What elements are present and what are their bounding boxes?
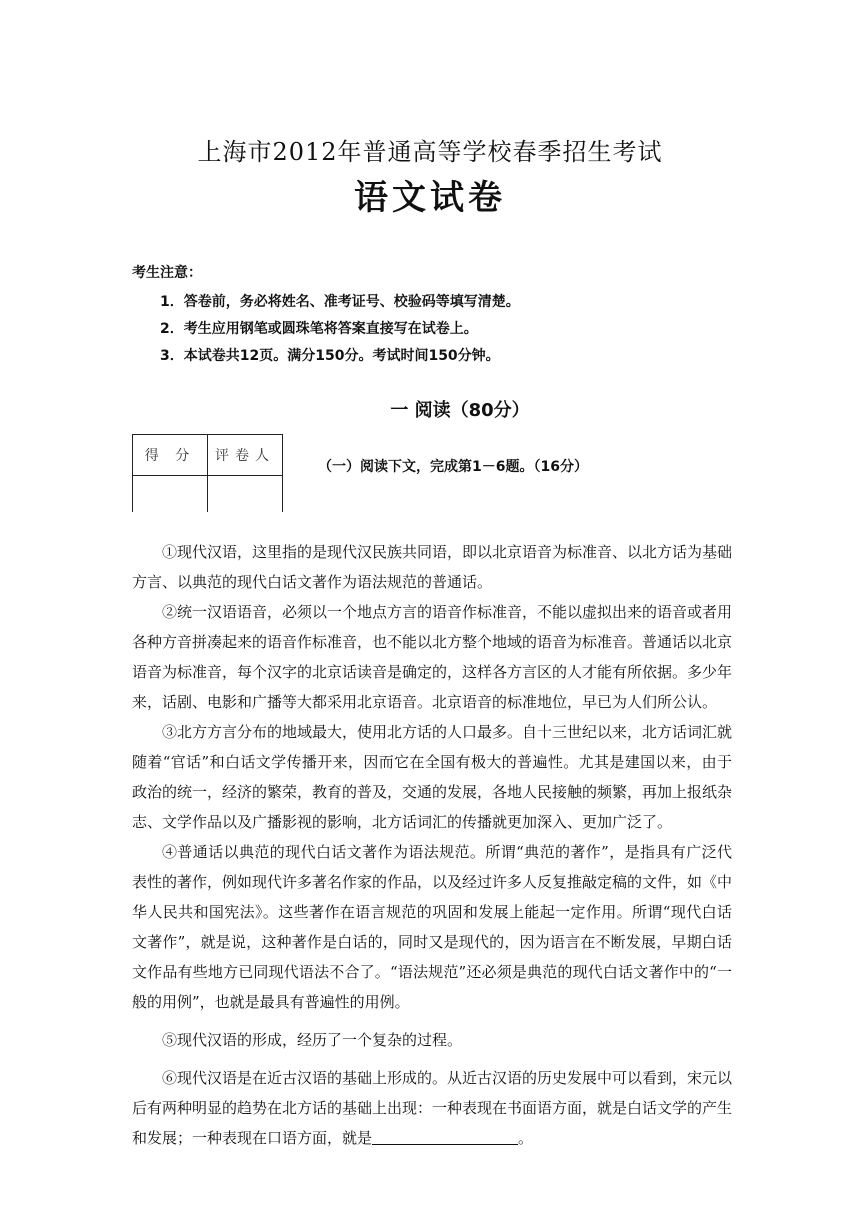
notice-item-2: 2．考生应用钢笔或圆珠笔将答案直接写在试卷上。 bbox=[160, 321, 478, 337]
answer-blank[interactable] bbox=[372, 1128, 518, 1145]
grader-cell[interactable] bbox=[208, 476, 283, 513]
paragraph-5: ⑤现代汉语的形成，经历了一个复杂的过程。 bbox=[162, 1031, 463, 1049]
score-header: 得 分 bbox=[133, 435, 208, 476]
paragraph-6-end: 。 bbox=[518, 1129, 534, 1147]
paragraph-3: ③北方方言分布的地域最大，使用北方话的人口最多。自十三世纪以来，北方话词汇就随着“官话”和白话文学传播开来，因而它在全国有极大的普遍性。尤其是建国以来，由于政治的统一，经济的繁荣，教育的普及，交通的发展，各地人民接触的频繁，再加上报纸杂志、文学作品以及广播影视的影响，北方话词汇的传播就更加深入、更加广泛了。 bbox=[132, 723, 733, 831]
paragraph-4: ④普通话以典范的现代白话文著作为语法规范。所谓“典范的著作”，是指具有广泛代表性的著作，例如现代许多著名作家的作品，以及经过许多人反复推敲定稿的文件，如《中华人民共和国宪法》。这些著作在语言规范的巩固和发展上能起一定作用。所谓“现代白话文著作”，就是说，这种著作是白话的，同时又是现代的，因为语言在不断发展，早期白话文作品有些地方已同现代语法不合了。“语法规范”还必须是典范的现代白话文著作中的“一般的用例”，也就是最具有普遍性的用例。 bbox=[132, 843, 733, 1011]
paragraph-1: ①现代汉语，这里指的是现代汉民族共同语，即以北京语音为标准音、以北方话为基础方言、以典范的现代白话文著作为语法规范的普通话。 bbox=[132, 543, 733, 591]
exam-title: 上海市2012年普通高等学校春季招生考试 bbox=[197, 138, 663, 166]
section-title: 一 阅读（80分） bbox=[390, 400, 530, 421]
score-table bbox=[132, 434, 283, 512]
score-cell[interactable] bbox=[133, 476, 208, 513]
paper-title: 语文试卷 bbox=[354, 178, 506, 218]
reading-passage bbox=[132, 537, 732, 1153]
paragraph-6 bbox=[132, 1063, 732, 1153]
subsection-title: （一）阅读下文，完成第1－6题。（16分） bbox=[318, 459, 588, 475]
notice-item-3: 3．本试卷共12页。满分150分。考试时间150分钟。 bbox=[160, 348, 500, 364]
notice-heading: 考生注意： bbox=[132, 265, 202, 281]
paragraph-2: ②统一汉语语音，必须以一个地点方言的语音作标准音，不能以虚拟出来的语音或者用各种方音拼凑起来的语音作标准音，也不能以北方整个地域的语音为标准音。普通话以北京语音为标准音，每个汉字的北京话读音是确定的，这样各方言区的人才能有所依据。多少年来，话剧、电影和广播等大都采用北京语音。北京语音的标准地位，早已为人们所公认。 bbox=[132, 603, 733, 711]
paragraph-6-text: ⑥现代汉语是在近古汉语的基础上形成的。从近古汉语的历史发展中可以看到，宋元以后有两种明显的趋势在北方话的基础上出现：一种表现在书面语方面，就是白话文学的产生和发展；一种表现在口语方面，就是 bbox=[132, 1069, 733, 1147]
grader-header: 评卷人 bbox=[208, 435, 283, 476]
notice-item-1: 1．答卷前，务必将姓名、准考证号、校验码等填写清楚。 bbox=[160, 294, 520, 310]
